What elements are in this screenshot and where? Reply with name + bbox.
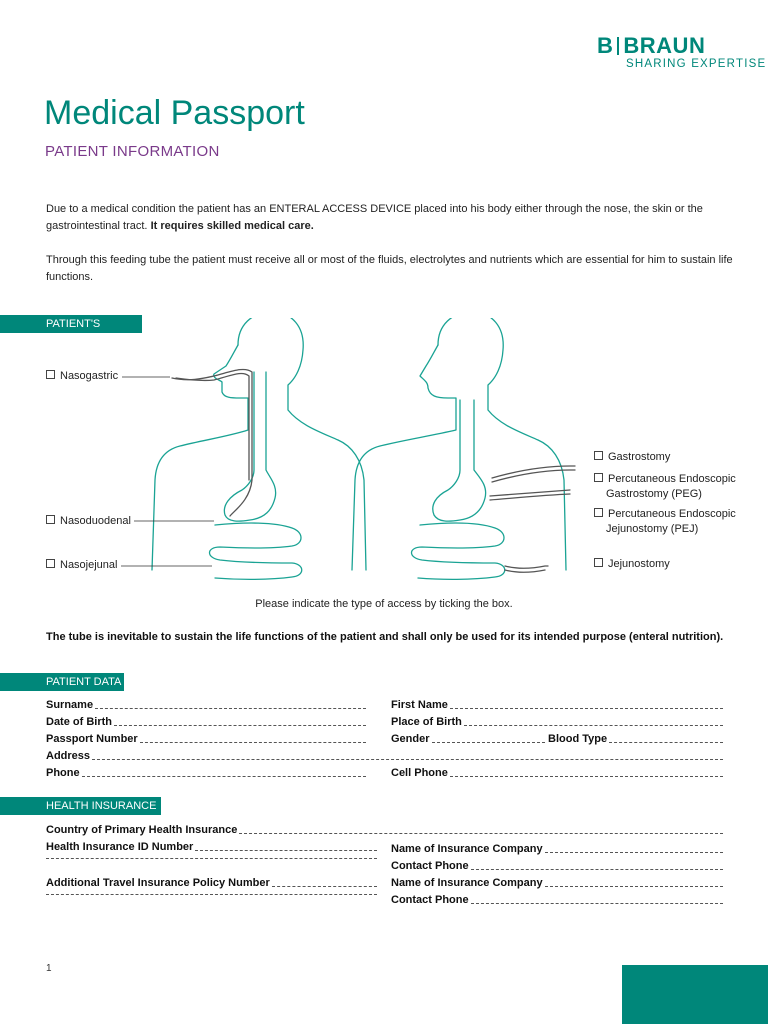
usage-notice: The tube is inevitable to sustain the life functions of the patient and shall only be used for its intended purpose (enteral nutrition).: [46, 631, 724, 643]
pej-label-line1: Percutaneous Endoscopic: [608, 508, 736, 520]
jejunostomy-checkbox[interactable]: [594, 558, 603, 567]
field-travel-insurance[interactable]: [46, 877, 377, 889]
option-pej[interactable]: [594, 507, 736, 537]
pob-label: Place of Birth: [391, 716, 462, 728]
nasojejunal-checkbox[interactable]: [46, 559, 55, 568]
field-insurance-company-1[interactable]: [391, 843, 723, 855]
insurance-id-extra-line[interactable]: [46, 858, 377, 859]
nasoduodenal-label: Nasoduodenal: [60, 515, 131, 527]
intro-p1-text: Due to a medical condition the patient has an ENTERAL ACCESS DEVICE placed into his body either through the nose, the skin or the gastrointestinal tract.: [46, 203, 703, 232]
cell-phone-label: Cell Phone: [391, 767, 448, 779]
address-label: Address: [46, 750, 91, 762]
page-number: 1: [46, 963, 52, 974]
option-nasojejunal[interactable]: [46, 559, 117, 571]
pob-line[interactable]: [464, 725, 723, 726]
field-address[interactable]: [46, 750, 723, 762]
insurance-company-2-line[interactable]: [545, 886, 723, 887]
corner-accent-block: [622, 965, 768, 1024]
insurance-company-1-line[interactable]: [545, 852, 723, 853]
insurance-company-2-label: Name of Insurance Company: [391, 877, 543, 889]
pej-checkbox[interactable]: [594, 508, 603, 517]
passport-line[interactable]: [140, 742, 366, 743]
brand-tagline: SHARING EXPERTISE: [626, 58, 767, 70]
option-gastrostomy[interactable]: [594, 451, 670, 463]
insurance-id-label: Health Insurance ID Number: [46, 841, 194, 853]
phone-label: Phone: [46, 767, 80, 779]
field-insurance-id[interactable]: [46, 841, 377, 853]
field-cell-phone[interactable]: [391, 767, 723, 779]
intro-p1-bold: It requires skilled medical care.: [150, 220, 314, 232]
peg-checkbox[interactable]: [594, 473, 603, 482]
gender-label: Gender: [391, 733, 430, 745]
surname-label: Surname: [46, 699, 94, 711]
field-travel-insurance-extra[interactable]: [46, 894, 377, 897]
cell-phone-line[interactable]: [450, 776, 723, 777]
peg-label-line2: Gastrostomy (PEG): [606, 488, 702, 500]
field-phone[interactable]: [46, 767, 366, 779]
field-contact-phone-1[interactable]: [391, 860, 723, 872]
dob-line[interactable]: [114, 725, 366, 726]
page-subtitle: PATIENT INFORMATION: [45, 143, 220, 160]
field-insurance-company-2[interactable]: [391, 877, 723, 889]
field-place-of-birth[interactable]: [391, 716, 723, 728]
jejunostomy-label: Jejunostomy: [608, 558, 670, 570]
field-gender[interactable]: [391, 733, 545, 745]
logo-divider: [617, 37, 619, 55]
brand-logo: [597, 33, 705, 59]
field-country-insurance[interactable]: [46, 824, 723, 836]
field-surname[interactable]: [46, 699, 366, 711]
field-insurance-id-extra[interactable]: [46, 858, 377, 861]
nasoduodenal-checkbox[interactable]: [46, 515, 55, 524]
intro-paragraph-2: Through this feeding tube the patient must receive all or most of the fluids, electrolytes and nutrients which are essential for him to sustain life functions.: [46, 254, 733, 283]
page-title: Medical Passport: [44, 94, 305, 132]
gender-line[interactable]: [432, 742, 545, 743]
brand-logo-left: B: [597, 33, 614, 58]
dob-label: Date of Birth: [46, 716, 112, 728]
address-line[interactable]: [92, 759, 723, 760]
travel-insurance-extra-line[interactable]: [46, 894, 377, 895]
field-passport-number[interactable]: [46, 733, 366, 745]
country-insurance-label: Country of Primary Health Insurance: [46, 824, 238, 836]
field-blood-type[interactable]: [548, 733, 723, 745]
travel-insurance-label: Additional Travel Insurance Policy Number: [46, 877, 270, 889]
phone-line[interactable]: [82, 776, 366, 777]
intro-paragraph-1: [46, 201, 736, 235]
blood-type-line[interactable]: [609, 742, 723, 743]
gastrostomy-label: Gastrostomy: [608, 451, 671, 463]
option-peg[interactable]: [594, 472, 736, 502]
contact-phone-2-label: Contact Phone: [391, 894, 469, 906]
insurance-company-1-label: Name of Insurance Company: [391, 843, 543, 855]
option-jejunostomy[interactable]: [594, 558, 670, 570]
country-insurance-line[interactable]: [239, 833, 723, 834]
option-nasoduodenal[interactable]: [46, 515, 131, 527]
insurance-id-line[interactable]: [195, 850, 377, 851]
nasojejunal-label: Nasojejunal: [60, 559, 118, 571]
field-date-of-birth[interactable]: [46, 716, 366, 728]
nasogastric-label: Nasogastric: [60, 370, 119, 382]
left-figure-outline: [238, 318, 366, 570]
peg-label-line1: Percutaneous Endoscopic: [608, 473, 736, 485]
brand-logo-right: BRAUN: [623, 33, 706, 58]
first-name-label: First Name: [391, 699, 448, 711]
blood-type-label: Blood Type: [548, 733, 608, 745]
pej-label-line2: Jejunostomy (PEJ): [606, 523, 699, 535]
contact-phone-1-label: Contact Phone: [391, 860, 469, 872]
field-contact-phone-2[interactable]: [391, 894, 723, 906]
travel-insurance-line[interactable]: [272, 886, 377, 887]
field-first-name[interactable]: [391, 699, 723, 711]
nasogastric-checkbox[interactable]: [46, 370, 55, 379]
first-name-line[interactable]: [450, 708, 723, 709]
contact-phone-1-line[interactable]: [471, 869, 723, 870]
gastrostomy-checkbox[interactable]: [594, 451, 603, 460]
passport-label: Passport Number: [46, 733, 138, 745]
option-nasogastric[interactable]: [46, 370, 118, 382]
surname-line[interactable]: [95, 708, 366, 709]
section-header-patient-data: PATIENT DATA: [0, 673, 124, 691]
section-header-health-insurance: HEALTH INSURANCE: [0, 797, 161, 815]
access-caption: Please indicate the type of access by ticking the box.: [255, 598, 513, 610]
contact-phone-2-line[interactable]: [471, 903, 723, 904]
section-header-patients-access: PATIENT'S ACCESS: [0, 315, 142, 333]
